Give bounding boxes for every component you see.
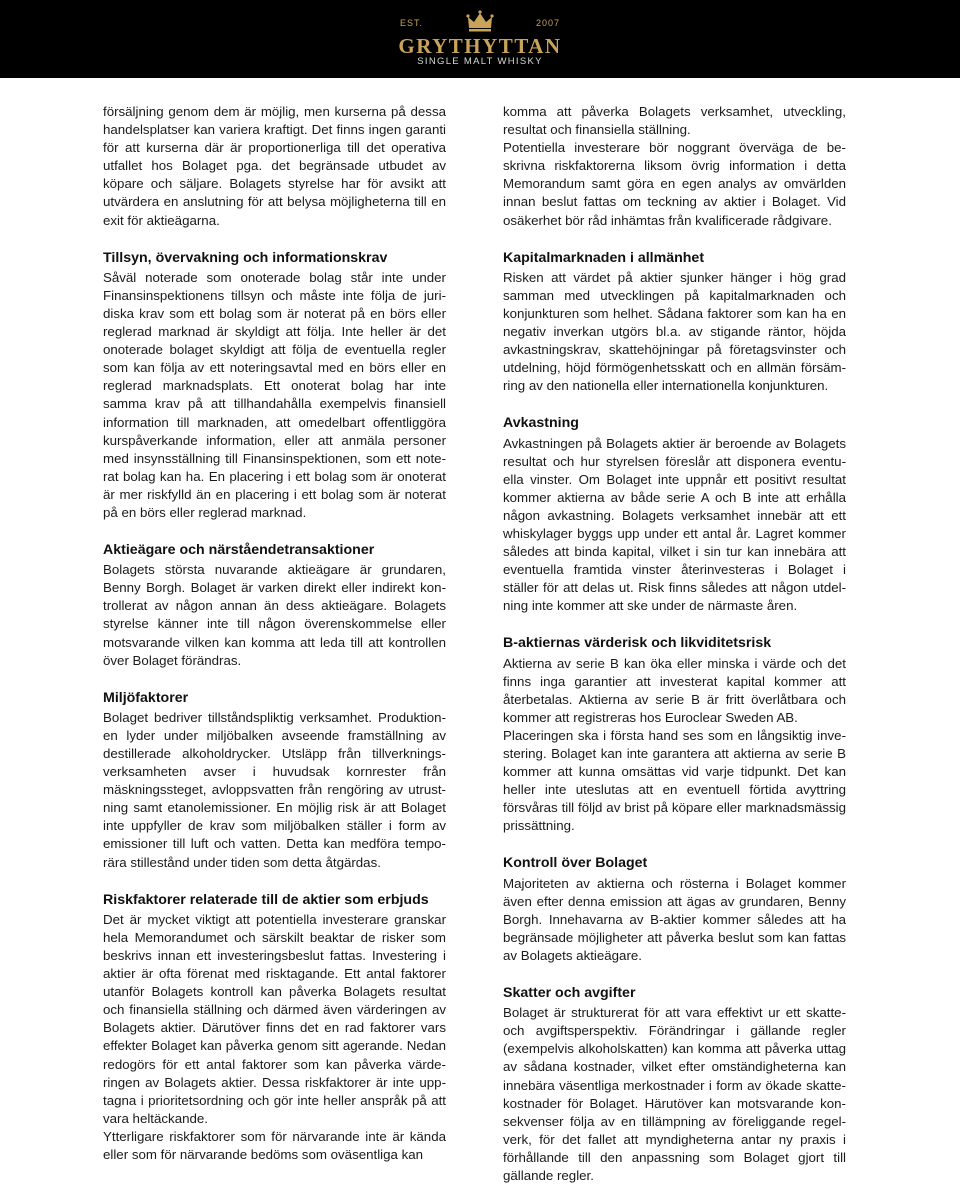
right-intro-paragraph-2: Potentiella investerare bör noggrant överväga de be-skrivna riskfaktorerna liksom övrig information i detta Memorandum samt göra en egen analys av omvärlden innan beslut fattas om teckning av aktier i Bolaget. Vid osäkerhet bör råd inhämtas från kvalificerade rådgivare. [503, 140, 846, 228]
section-heading-miljofaktorer: Miljöfaktorer [103, 689, 189, 706]
header-bar [0, 0, 960, 78]
left-intro-paragraph: försäljning genom dem är möjlig, men kurserna på dessa handelsplatser kan variera kraftigt. Det finns ingen garanti för att kurserna där är proportionerliga till det operativa utfallet hos Bolaget pga. det begränsade utbudet av köpare och säljare. Bolagets styrelse har för avsikt att utvärdera en anslutning för att belysa möjligheterna till en exit för aktieägarna. [103, 104, 446, 228]
left-column [103, 103, 446, 1164]
section-body-riskfaktorer-continued: Ytterligare riskfaktorer som för närvarande inte är kända eller som för närvarande bedöms som oväsentliga kan [103, 1128, 446, 1162]
section-body-tillsyn: Såväl noterade som onoterade bolag står inte under Finansinspektionens tillsyn och måste inte följa de juri-diska krav som ett bolag som är noterat på en börs eller reglerad marknad är skyldigt att följa. Inte heller är det onoterade bolaget skyldigt att följa de eventuella regler som kan följa av ett noteringsavtal med en börs eller en reglerad marknadsplats. Ett onoterat bolag har inte samma krav på att tillhandahålla exempelvis finansiell information till marknaden, att omedelbart offentliggöra kurspåverkande information, eller att anmäla personer med insynsställning till Finansinspektionen, som ett note-rat bolag kan ha. En placering i ett bolag som är onoterat är mer riskfylld än en placering i ett bolag som är noterat på en börs eller reglerad marknad. [103, 269, 446, 520]
right-column [503, 103, 846, 1185]
section-body-skatter: Bolaget är strukturerat för att vara effektivt ur ett skatte-och avgiftsperspektiv. Förändringar i gällande regler (exempelvis alkoholskatten) kan komma att påverka uttag av sådana kostnader, vilket efter omständigheterna kan innebära väsentliga merkostnader i form av ökade skatte-kostnader för Bolaget. Härutöver kan motsvarande kon-sekvenser följa av en tillämpning av föreliggande regel-verk, för det fallet att myndigheterna antar ny praxis i förhållande till den anpassning som Bolaget gjort till gällande regler. [503, 1005, 846, 1183]
right-intro-paragraph: komma att påverka Bolagets verksamhet, utveckling, resultat och finansiella ställning. [503, 104, 846, 138]
section-body-vardeforisk-continued: Placeringen ska i första hand ses som en långsiktig inve-stering. Bolaget kan inte garantera att aktierna av serie B kommer att kunna omsättas vid varje tidpunkt. Det kan heller inte uteslutas att en eventuell förtida avyttring försvåras till följd av brist på köpare eller marknadsmässig prissättning. [503, 727, 846, 834]
logo-est-label: EST. [400, 18, 424, 28]
brand-name: GRYTHYTTAN [398, 34, 562, 58]
section-body-riskfaktorer: Det är mycket viktigt att potentiella investerare granskar hela Memorandumet och särskilt beaktar de risker som beskrivs innan ett investeringsbeslut fattas. Investering i aktier är ofta förenat med risktagande. Ett antal faktorer utanför Bolagets kontroll kan påverka Bolagets resultat och finansiella ställning och därmed även värderingen av Bolagets aktier. Därutöver finns det en rad faktorer vars effekter Bolaget kan påverka genom sitt agerande. Nedan redogörs för ett antal faktorer som kan påverka värde-ringen av Bolagets aktier. Dessa riskfaktorer är inte upp-tagna i prioritetsordning och gör inte heller anspråk på att vara heltäckande. [103, 911, 446, 1126]
brand-logo [380, 8, 580, 72]
section-body-kontroll: Majoriteten av aktierna och rösterna i Bolaget kommer även efter denna emission att ägas av grundaren, Benny Borgh. Innehavarna av B-aktier kommer således att ha begränsade möjligheter att påverka beslut som kan fattas av Bolagets aktieägare. [503, 875, 846, 963]
brand-subtitle: SINGLE MALT WHISKY [417, 56, 543, 67]
crown-icon [466, 10, 494, 32]
section-heading-avkastning: Avkastning [503, 415, 579, 432]
section-heading-riskfaktorer: Riskfaktorer relaterade till de aktier som erbjuds [103, 891, 429, 908]
section-body-kapitalmarknaden: Risken att värdet på aktier sjunker hänger i hög grad samman med utvecklingen på kapitalmarknaden och konjunkturen som helhet. Sådana faktorer som kan ha en negativ inverkan utgörs bl.a. av stigande räntor, höjda avkastningskrav, skattehöjningar på företagsvinster och utdelning, höjd förmögenhetsskatt och en allmän försäm-ring av den nationella eller internationella konjunkturen. [503, 269, 846, 394]
section-body-aktieagare: Bolagets största nuvarande aktieägare är grundaren, Benny Borgh. Bolaget är varken direkt eller indirekt kon-trollerat av någon annan än dess aktieägare. Bolagets styrelse känner inte till någon överenskommelse eller motsvarande vilken kan komma att leda till att kontrollen över Bolaget förändras. [103, 562, 446, 668]
section-heading-vardeforisk: B-aktiernas värderisk och likviditetsrisk [503, 635, 772, 652]
section-heading-kapitalmarknaden: Kapitalmarknaden i allmänhet [503, 249, 705, 266]
logo-est-year: 2007 [535, 18, 560, 28]
section-body-avkastning: Avkastningen på Bolagets aktier är beroende av Bolagets resultat och hur styrelsen föreslår att disponera eventu-ella vinster. Om Bolaget inte uppnår ett positivt resultat kommer aktierna av både serie A och B inte att erhålla någon avkastning. Bolagets verksamhet innebär att ett whiskylager byggs upp under ett antal år. Lagret kommer således att binda kapital, vilket i sin tur kan innebära att eventuella framtida vinster återinvesteras i Bolaget i ställer för att delas ut. Risk finns således att någon utdel-ning inte kommer att ske under de närmaste åren. [503, 435, 846, 614]
section-body-miljofaktorer: Bolaget bedriver tillståndspliktig verksamhet. Produktion-en lyder under miljöbalken avseende framställning av destillerade alkoholdrycker. Utsläpp från tillverknings-verksamheten avser i huvudsak kornrester från mäskningssteget, avloppsvatten från rengöring av utrust-ning samt etanolemissioner. En möjlig risk är att Bolaget inte uppfyller de krav som miljöbalken ställer i form av emissioner till luft och vatten. Detta kan medföra tempo-rära stillestånd under tiden som detta åtgärdas. [103, 709, 446, 870]
section-heading-tillsyn: Tillsyn, övervakning och informationskrav [103, 249, 388, 266]
section-heading-kontroll: Kontroll över Bolaget [503, 855, 648, 872]
section-body-vardeforisk: Aktierna av serie B kan öka eller minska i värde och det finns inga garantier att investerat kapital kommer att återbetalas. Aktierna av serie B är fritt överlåtbara och kommer att registreras hos Euroclear Sweden AB. [503, 655, 846, 725]
section-heading-skatter: Skatter och avgifter [503, 985, 636, 1002]
section-heading-aktieagare: Aktieägare och närståendetransaktioner [103, 542, 375, 559]
